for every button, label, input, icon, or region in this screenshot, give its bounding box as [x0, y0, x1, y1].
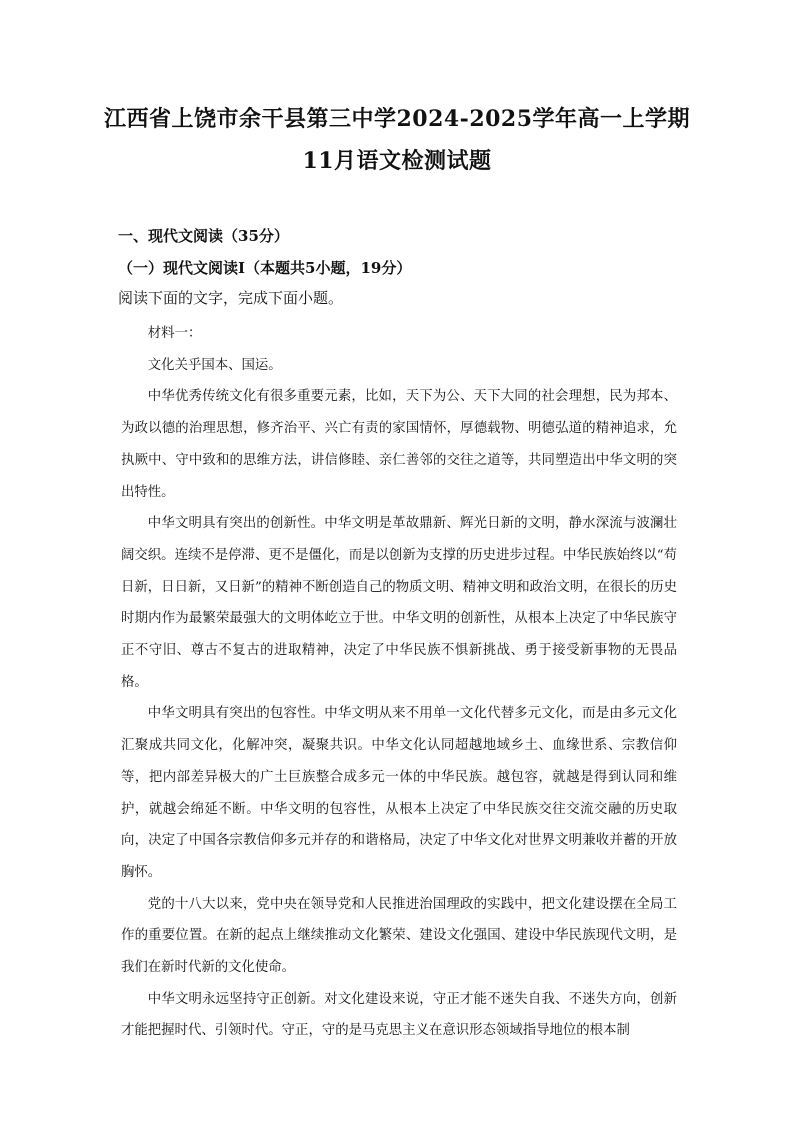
reading-material	[121, 318, 677, 1047]
paragraph: 中华优秀传统文化有很多重要元素，比如，天下为公、天下大同的社会理想，民为邦本、为政以德的治理思想，修齐治平、兴亡有责的家国情怀，厚德载物、明德弘道的精神追求，允执厥中、守中致和的思维方法，讲信修睦、亲仁善邻的交往之道等，共同塑造出中华文明的突出特性。	[121, 389, 677, 500]
paragraph: 中华文明具有突出的包容性。中华文明从来不用单一文化代替多元文化，而是由多元文化汇聚成共同文化，化解冲突，凝聚共识。中华文化认同超越地域乡土、血缘世系、宗教信仰等，把内部差异极大的广土巨族整合成多元一体的中华民族。越包容，就越是得到认同和维护，就越会绵延不断。中华文明的包容性，从根本上决定了中华民族交往交流交融的历史取向，决定了中国各宗教信仰多元并存的和谐格局，决定了中华文化对世界文明兼收并蓄的开放胸怀。	[121, 706, 677, 880]
material-label: 材料一：	[147, 326, 202, 341]
section-heading: 一、现代文阅读（35分）	[118, 227, 289, 245]
paragraph: 文化关乎国本、国运。	[147, 357, 282, 373]
paragraph: 党的十八大以来，党中央在领导党和人民推进治国理政的实践中，把文化建设摆在全局工作的重要位置。在新的起点上继续推动文化繁荣、建设文化强国、建设中华民族现代文明，是我们在新时代新的文化使命。	[121, 896, 677, 976]
paragraph: 中华文明永远坚持守正创新。对文化建设来说，守正才能不迷失自我、不迷失方向，创新才能把握时代、引领时代。守正，守的是马克思主义在意识形态领域指导地位的根本制	[121, 991, 677, 1039]
document-title-line1: 江西省上饶市余干县第三中学2024-2025学年高一上学期	[103, 106, 691, 132]
paragraph: 中华文明具有突出的创新性。中华文明是革故鼎新、辉光日新的文明，静水深流与波澜壮阔交织。连续不是停滞、更不是僵化，而是以创新为支撑的历史进步过程。中华民族始终以“苟日新，日日新，又日新”的精神不断创造自己的物质文明、精神文明和政治文明，在很长的历史时期内作为最繁荣最强大的文明体屹立于世。中华文明的创新性，从根本上决定了中华民族守正不守旧、尊古不复古的进取精神，决定了中华民族不惧新挑战、勇于接受新事物的无畏品格。	[121, 516, 677, 690]
instruction-text: 阅读下面的文字，完成下面小题。	[118, 289, 344, 307]
document-title-line2: 11月语文检测试题	[302, 148, 492, 174]
sub-section-heading: （一）现代文阅读Ⅰ（本题共5小题，19分）	[118, 259, 412, 277]
